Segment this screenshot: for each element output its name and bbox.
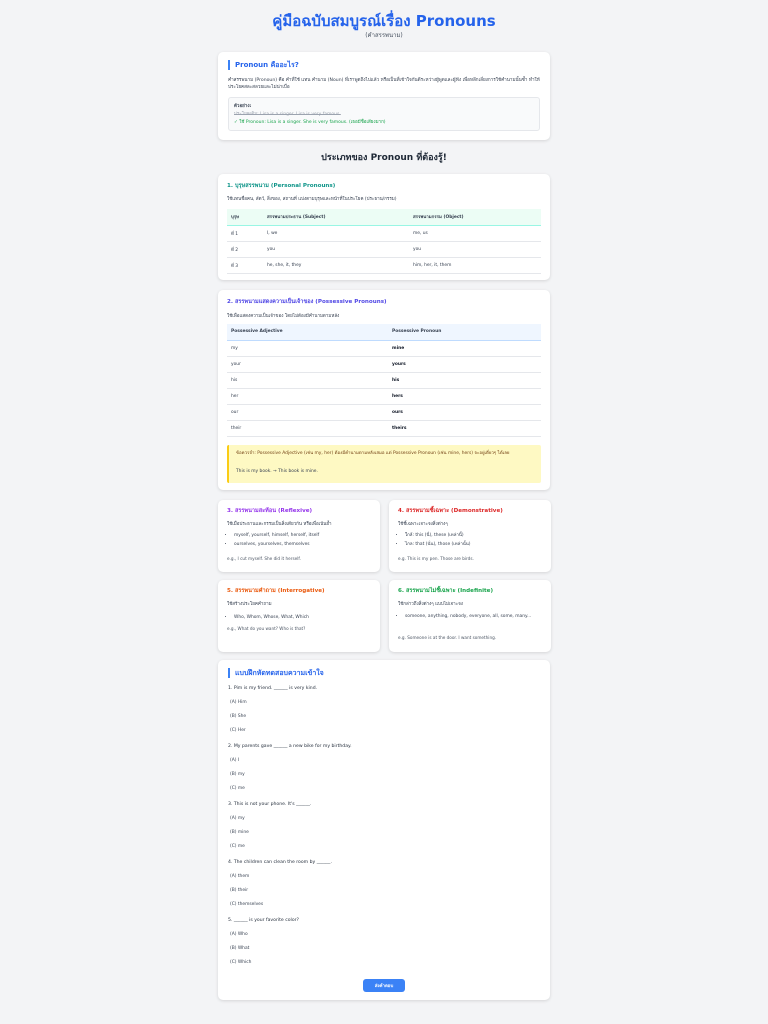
table-cell: his [388,372,541,388]
reflexive-example: e.g., I cut myself. She did it herself. [227,556,301,561]
table-cell: ที่ 3 [227,257,263,273]
quiz-question: 5. ______ is your favorite color? [228,918,299,923]
personal-table [227,209,541,274]
list-item: • someone, anything, nobody, everyone, all, some, many... [405,613,543,620]
personal-desc: ใช้แทนชื่อคน, สัตว์, สิ่งของ, สถานที่ แบ่งตามบุรุษและหน้าที่ในประโยค (ประธาน/กรรม) [227,197,397,202]
quiz-option[interactable]: (A) Who [230,932,248,937]
demonstrative-heading: 4. สรรพนามชี้เฉพาะ (Demonstrative) [398,508,503,514]
table-header: สรรพนามประธาน (Subject) [263,209,409,225]
table-row [227,340,541,356]
list-item: • ไกล: that (นั่น), those (เหล่านั้น) [405,540,471,549]
quiz-option[interactable]: (C) me [230,844,245,849]
possessive-table [227,324,541,437]
note-box [227,445,541,483]
interrogative-card [218,580,380,652]
table-cell: yours [388,356,541,372]
table-cell: his [227,372,388,388]
table-row [227,388,541,404]
page-subtitle: (คำสรรพนาม) [365,32,403,39]
indefinite-card [389,580,551,652]
example-title: ตัวอย่าง: [234,104,252,109]
quiz-option[interactable]: (B) my [230,772,245,777]
table-cell: our [227,404,388,420]
reflexive-list [234,531,319,549]
list-item: • ourselves, yourselves, themselves [234,540,319,549]
quiz-option[interactable]: (B) What [230,946,250,951]
quiz-option[interactable]: (C) me [230,786,245,791]
demonstrative-card [389,500,551,572]
table-cell: you [263,241,409,257]
quiz-question: 3. This is not your phone. It's ______. [228,802,312,807]
note-text: ข้อควรจำ: Possessive Adjective (เช่น my, her) ต้องมีคำนามตามหลังเสมอ แต่ Possessive Pronoun (เช่น mine, hers) จะอยู่เดี่ยวๆ ได้เลย [236,451,510,456]
submit-button[interactable]: ส่งคำตอบ [363,979,405,992]
intro-example-box [228,97,540,131]
intro-text: คำสรรพนาม (Pronoun) คือ คำที่ใช้ แทน คำนาม (Noun) ที่เราพูดถึงไปแล้ว หรือเป็นที่เข้าใจกันดีระหว่างผู้พูดและผู้ฟัง เพื่อหลีกเลี่ยงการใช้คำนามนั้นซ้ำ ทำให้ประโยคสละสลวยและไม่น่าเบื่อ [228,78,540,90]
quiz-option[interactable]: (B) She [230,714,247,719]
example-wrong: ประโยคเดิม: Lisa is a singer. Lisa is very famous. [234,112,341,117]
page-title: คู่มือฉบับสมบูรณ์เรื่อง Pronouns [272,12,496,30]
table-row [227,420,541,436]
table-header: สรรพนามกรรม (Object) [409,209,541,225]
interrogative-list [234,613,309,622]
indefinite-list [405,613,543,620]
list-item: • myself, yourself, himself, herself, itself [234,531,319,540]
quiz-option[interactable]: (C) Her [230,728,246,733]
quiz-option[interactable]: (C) themselves [230,902,264,907]
reflexive-card [218,500,380,572]
table-cell: their [227,420,388,436]
table-header: Possessive Pronoun [388,324,541,340]
table-cell: I, we [263,225,409,241]
table-cell: my [227,340,388,356]
quiz-question: 4. The children can clean the room by ______. [228,860,332,865]
table-cell: he, she, it, they [263,257,409,273]
reflexive-heading: 3. สรรพนามสะท้อน (Reflexive) [227,508,313,514]
possessive-heading: 2. สรรพนามแสดงความเป็นเจ้าของ (Possessive Pronouns) [227,299,387,305]
table-cell: ที่ 2 [227,241,263,257]
table-cell: you [409,241,541,257]
table-cell: me, us [409,225,541,241]
quiz-option[interactable]: (B) their [230,888,249,893]
table-cell: theirs [388,420,541,436]
table-row [227,404,541,420]
example-right: ✓ ใช้ Pronoun: Lisa is a singer. She is very famous. (เธอมีชื่อเสียงมาก) [234,120,386,125]
quiz-option[interactable]: (A) my [230,816,245,821]
table-row [227,241,541,257]
table-header: บุรุษ [227,209,263,225]
possessive-desc: ใช้เพื่อแสดงความเป็นเจ้าของ โดยไม่ต้องมีคำนามตามหลัง [227,314,340,319]
indefinite-example: e.g. Someone is at the door. I want something. [398,635,497,640]
table-cell: her [227,388,388,404]
quiz-option[interactable]: (A) Him [230,700,247,705]
possessive-card [218,290,550,490]
demonstrative-list [405,531,471,549]
personal-card [218,174,550,280]
interrogative-desc: ใช้สร้างประโยคคำถาม [227,602,272,607]
table-cell: hers [388,388,541,404]
quiz-question: 1. Pim is my friend. ______ is very kind. [228,686,318,691]
interrogative-example: e.g., What do you want? Who is that? [227,626,306,631]
table-cell: mine [388,340,541,356]
quiz-option[interactable]: (A) I [230,758,240,763]
indefinite-heading: 6. สรรพนามไม่ชี้เฉพาะ (Indefinite) [398,588,494,594]
quiz-heading: แบบฝึกหัดทดสอบความเข้าใจ [228,668,324,678]
list-item: • Who, Whom, Whose, What, Which [234,613,309,622]
quiz-option[interactable]: (A) them [230,874,250,879]
quiz-question: 2. My parents gave ______ a new bike for my birthday. [228,744,352,749]
table-cell: ที่ 1 [227,225,263,241]
note-example: This is my book. → This book is mine. [236,469,318,474]
types-title: ประเภทของ Pronoun ที่ต้องรู้! [321,153,447,163]
demonstrative-example: e.g. This is my pen. Those are birds. [398,556,474,561]
quiz-option[interactable]: (B) mine [230,830,249,835]
table-cell: him, her, it, them [409,257,541,273]
intro-heading: Pronoun คืออะไร? [228,60,299,70]
table-row [227,257,541,273]
table-cell: ours [388,404,541,420]
personal-heading: 1. บุรุษสรรพนาม (Personal Pronouns) [227,183,336,189]
table-row [227,356,541,372]
table-header: Possessive Adjective [227,324,388,340]
table-cell: your [227,356,388,372]
table-row [227,225,541,241]
table-row [227,372,541,388]
intro-card [218,52,550,140]
reflexive-desc: ใช้เมื่อประธานและกรรมเป็นสิ่งเดียวกัน หรือเพื่อเน้นย้ำ [227,522,332,527]
interrogative-heading: 5. สรรพนามคำถาม (Interrogative) [227,588,325,594]
list-item: • ใกล้: this (นี่), these (เหล่านี้) [405,531,471,540]
demonstrative-desc: ใช้ชี้เฉพาะเจาะจงสิ่งต่างๆ [398,522,448,527]
quiz-option[interactable]: (C) Which [230,960,252,965]
quiz-card [218,660,550,1000]
indefinite-desc: ใช้กล่าวถึงสิ่งต่างๆ แบบไม่เจาะจง [398,602,463,607]
